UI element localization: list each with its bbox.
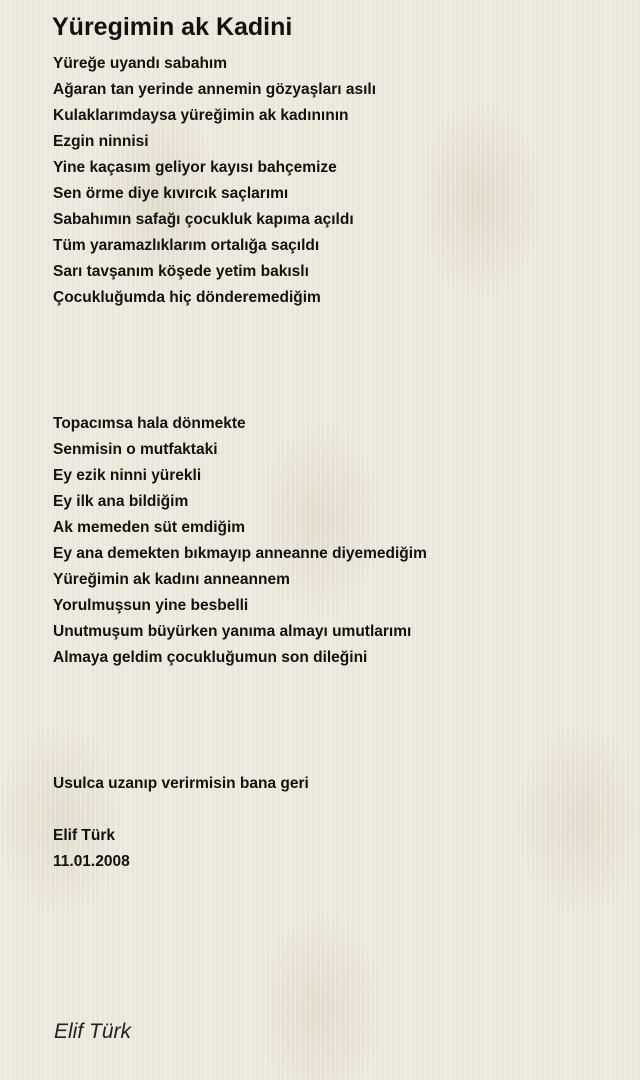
- poem-line: Yorulmuşsun yine besbelli: [53, 597, 249, 614]
- poem-line: Ey ana demekten bıkmayıp anneanne diyemediğim: [53, 545, 427, 562]
- poem-line: Tüm yaramazlıklarım ortalığa saçıldı: [53, 237, 320, 254]
- poem-line: Topacımsa hala dönmekte: [53, 415, 246, 432]
- author-signature: Elif Türk: [54, 1020, 132, 1043]
- poem-line: Senmisin o mutfaktaki: [53, 441, 218, 458]
- poem-author: Elif Türk: [53, 827, 116, 844]
- poem-line: Usulca uzanıp verirmisin bana geri: [53, 775, 309, 792]
- poem-line: Unutmuşum büyürken yanıma almayı umutlarımı: [53, 623, 412, 640]
- poem-line: Kulaklarımdaysa yüreğimin ak kadınının: [53, 107, 349, 124]
- poem-line: Yüreğe uyandı sabahım: [53, 55, 227, 72]
- poem-line: Yüreğimin ak kadını anneannem: [53, 571, 290, 588]
- poem-line: Ezgin ninnisi: [53, 133, 149, 150]
- poem-line: Ey ilk ana bildiğim: [53, 493, 189, 510]
- poem-line: Ağaran tan yerinde annemin gözyaşları asılı: [53, 81, 377, 98]
- poem-line: Yine kaçasım geliyor kayısı bahçemize: [53, 159, 337, 176]
- poem-line: Sabahımın safağı çocukluk kapıma açıldı: [53, 211, 354, 228]
- poem-line: Ey ezik ninni yürekli: [53, 467, 202, 484]
- poem-line: Çocukluğumda hiç dönderemediğim: [53, 289, 321, 306]
- poem-line: Sarı tavşanım köşede yetim bakıslı: [53, 263, 309, 280]
- poem-title: Yüregimin ak Kadini: [52, 13, 293, 41]
- poem-date: 11.01.2008: [53, 853, 130, 870]
- poem-line: Sen örme diye kıvırcık saçlarımı: [53, 185, 289, 202]
- poem-line: Ak memeden süt emdiğim: [53, 519, 246, 536]
- poem-line: Almaya geldim çocukluğumun son dileğini: [53, 649, 368, 666]
